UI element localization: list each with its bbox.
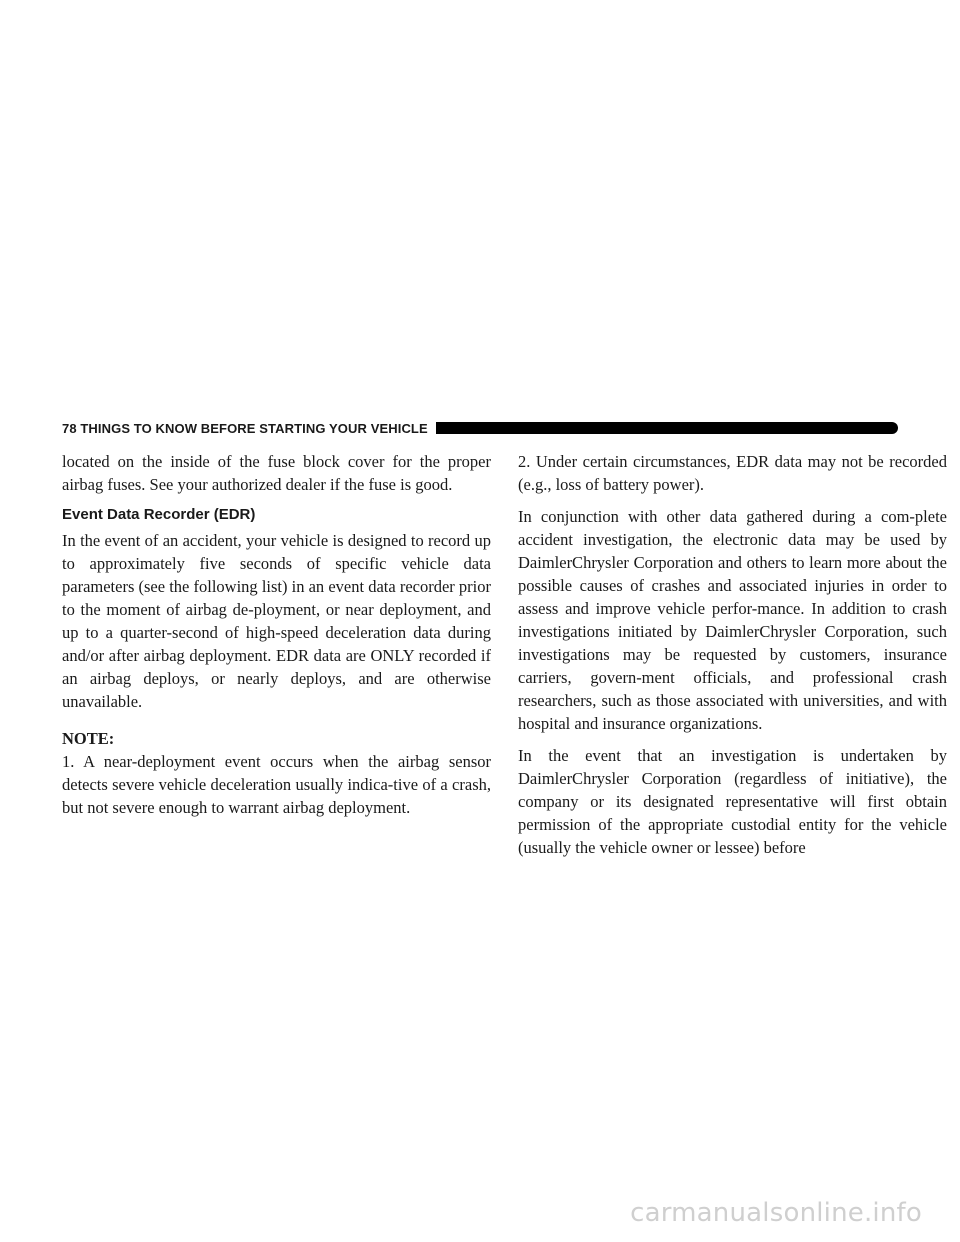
note-item-1: 1. A near-deployment event occurs when the airbag sensor detects severe vehicle deceleration usually indica-tive of a crash, but not severe enough to warrant airbag deployment.: [62, 752, 491, 817]
header-rule-bar: [436, 422, 898, 434]
note-item-2: 2. Under certain circumstances, EDR data may not be recorded (e.g., loss of battery power).: [518, 452, 947, 494]
edr-paragraph: In the event of an accident, your vehicle is designed to record up to approximately five seconds of specific vehicle data parameters (see the following list) in an event data recorder prior to the moment of airbag de-ployment, or near deployment, and up to a quarter-second of high-speed deceleration data during and/or after airbag deployment. EDR data are ONLY recorded if an airbag deploys, or nearly deploys, and are otherwise unavailable.: [62, 531, 491, 711]
intro-paragraph: located on the inside of the fuse block cover for the proper airbag fuses. See your authorized dealer if the fuse is good.: [62, 452, 491, 494]
note-label: NOTE:: [62, 729, 115, 748]
running-header: [62, 420, 898, 436]
right-column: [518, 450, 947, 868]
permission-paragraph: In the event that an investigation is undertaken by DaimlerChrysler Corporation (regardless of initiative), the company or its designated representative will first obtain permission of the appropriate custodial entity for the vehicle (usually the vehicle owner or lessee) before: [518, 746, 947, 857]
left-column: [62, 450, 491, 828]
site-watermark: carmanualsonline.info: [630, 1198, 922, 1228]
page-header-title: 78 THINGS TO KNOW BEFORE STARTING YOUR VEHICLE: [62, 420, 428, 436]
investigation-paragraph: In conjunction with other data gathered during a com-plete accident investigation, the electronic data may be used by DaimlerChrysler Corporation and others to learn more about the possible causes of crashes and associated injuries in order to assess and improve vehicle perfor-mance. In addition to crash investigations initiated by DaimlerChrysler Corporation, such investigations may be requested by customers, insurance carriers, govern-ment officials, and professional crash researchers, such as those associated with universities, and with hospital and insurance organizations.: [518, 507, 947, 733]
section-heading: Event Data Recorder (EDR): [62, 506, 256, 523]
